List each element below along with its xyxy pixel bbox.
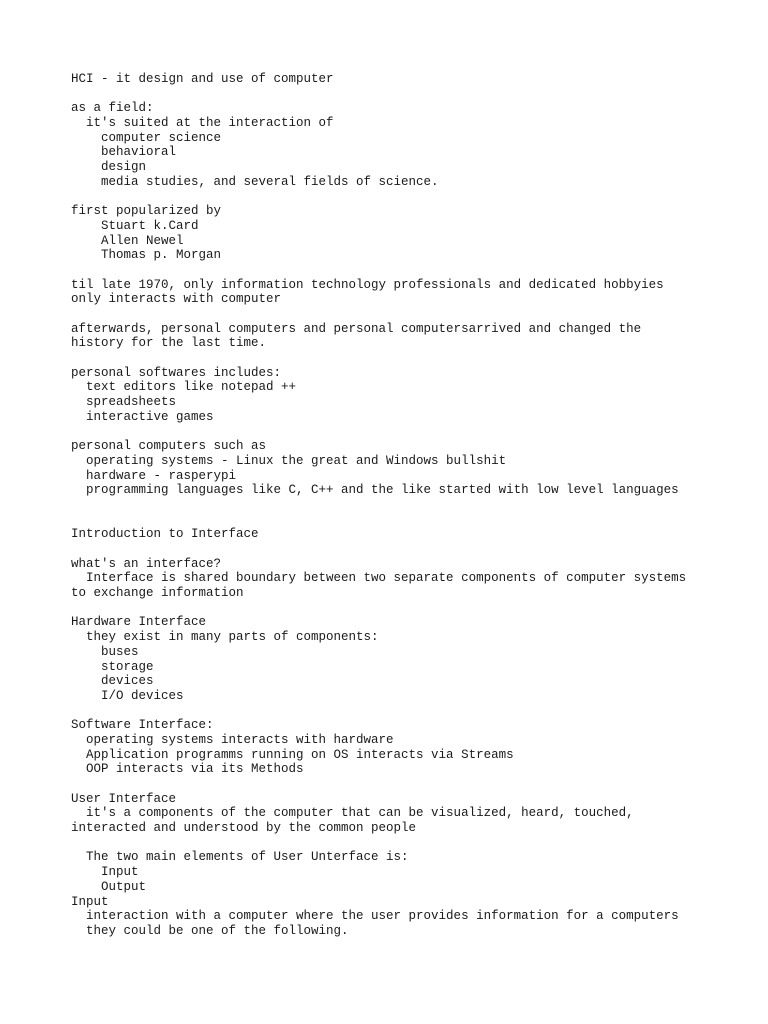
text-line: Thomas p. Morgan [71, 248, 222, 263]
text-line: Software Interface: [71, 718, 214, 733]
text-line: interactive games [71, 409, 214, 424]
text-line: User Interface [71, 791, 177, 806]
text-line: I/O devices [71, 688, 184, 703]
text-line: operating systems - Linux the great and Windows bullshit [71, 453, 507, 468]
text-line: interacted and understood by the common people [71, 821, 417, 836]
text-line [71, 87, 751, 102]
text-line: Application programms running on OS interacts via Streams [71, 747, 514, 762]
text-line [71, 498, 751, 513]
text-line: only interacts with computer [71, 292, 282, 307]
text-line [71, 836, 751, 851]
text-line: Introduction to Interface [71, 527, 259, 542]
text-line [71, 542, 751, 557]
text-line [71, 263, 751, 278]
text-line: what's an interface? [71, 556, 222, 571]
text-line: Output [71, 879, 147, 894]
document-text [71, 72, 751, 939]
text-line: OOP interacts via its Methods [71, 762, 304, 777]
text-line: operating systems interacts with hardware [71, 732, 394, 747]
text-line: Input [71, 865, 139, 880]
text-line: Allen Newel [71, 233, 184, 248]
text-line: Hardware Interface [71, 615, 207, 630]
text-line: first popularized by [71, 204, 222, 219]
text-line: HCI - it design and use of computer [71, 72, 334, 86]
text-line: it's a components of the computer that can be visualized, heard, touched, [71, 806, 634, 821]
text-line [71, 351, 751, 366]
text-line: interaction with a computer where the user provides information for a computers [71, 909, 679, 924]
text-line: storage [71, 659, 154, 674]
text-line: programming languages like C, C++ and the like started with low level languages [71, 483, 679, 498]
text-line: computer science [71, 130, 222, 145]
text-line [71, 425, 751, 440]
text-line: they exist in many parts of components: [71, 630, 379, 645]
text-line: The two main elements of User Unterface is: [71, 850, 409, 865]
text-line: personal computers such as [71, 439, 267, 454]
text-line: it's suited at the interaction of [71, 116, 334, 131]
text-line [71, 307, 751, 322]
text-line: devices [71, 674, 154, 689]
text-line: media studies, and several fields of science. [71, 174, 439, 189]
text-line: spreadsheets [71, 395, 177, 410]
text-line: afterwards, personal computers and personal computersarrived and changed the [71, 321, 642, 336]
text-line [71, 513, 751, 528]
text-line: til late 1970, only information technology professionals and dedicated hobbyies [71, 277, 664, 292]
text-line [71, 704, 751, 719]
text-line: behavioral [71, 145, 177, 160]
text-line [71, 777, 751, 792]
text-line: Interface is shared boundary between two separate components of computer systems [71, 571, 687, 586]
text-line: they could be one of the following. [71, 923, 349, 938]
text-line [71, 601, 751, 616]
text-line [71, 190, 751, 205]
text-line: to exchange information [71, 586, 244, 601]
text-line: hardware - rasperypi [71, 468, 237, 483]
text-line: Stuart k.Card [71, 218, 199, 233]
text-line: history for the last time. [71, 336, 267, 351]
text-line: personal softwares includes: [71, 365, 282, 380]
text-line: design [71, 160, 147, 175]
text-line: text editors like notepad ++ [71, 380, 297, 395]
text-line: as a field: [71, 101, 154, 116]
text-line: buses [71, 644, 139, 659]
text-line: Input [71, 894, 109, 909]
